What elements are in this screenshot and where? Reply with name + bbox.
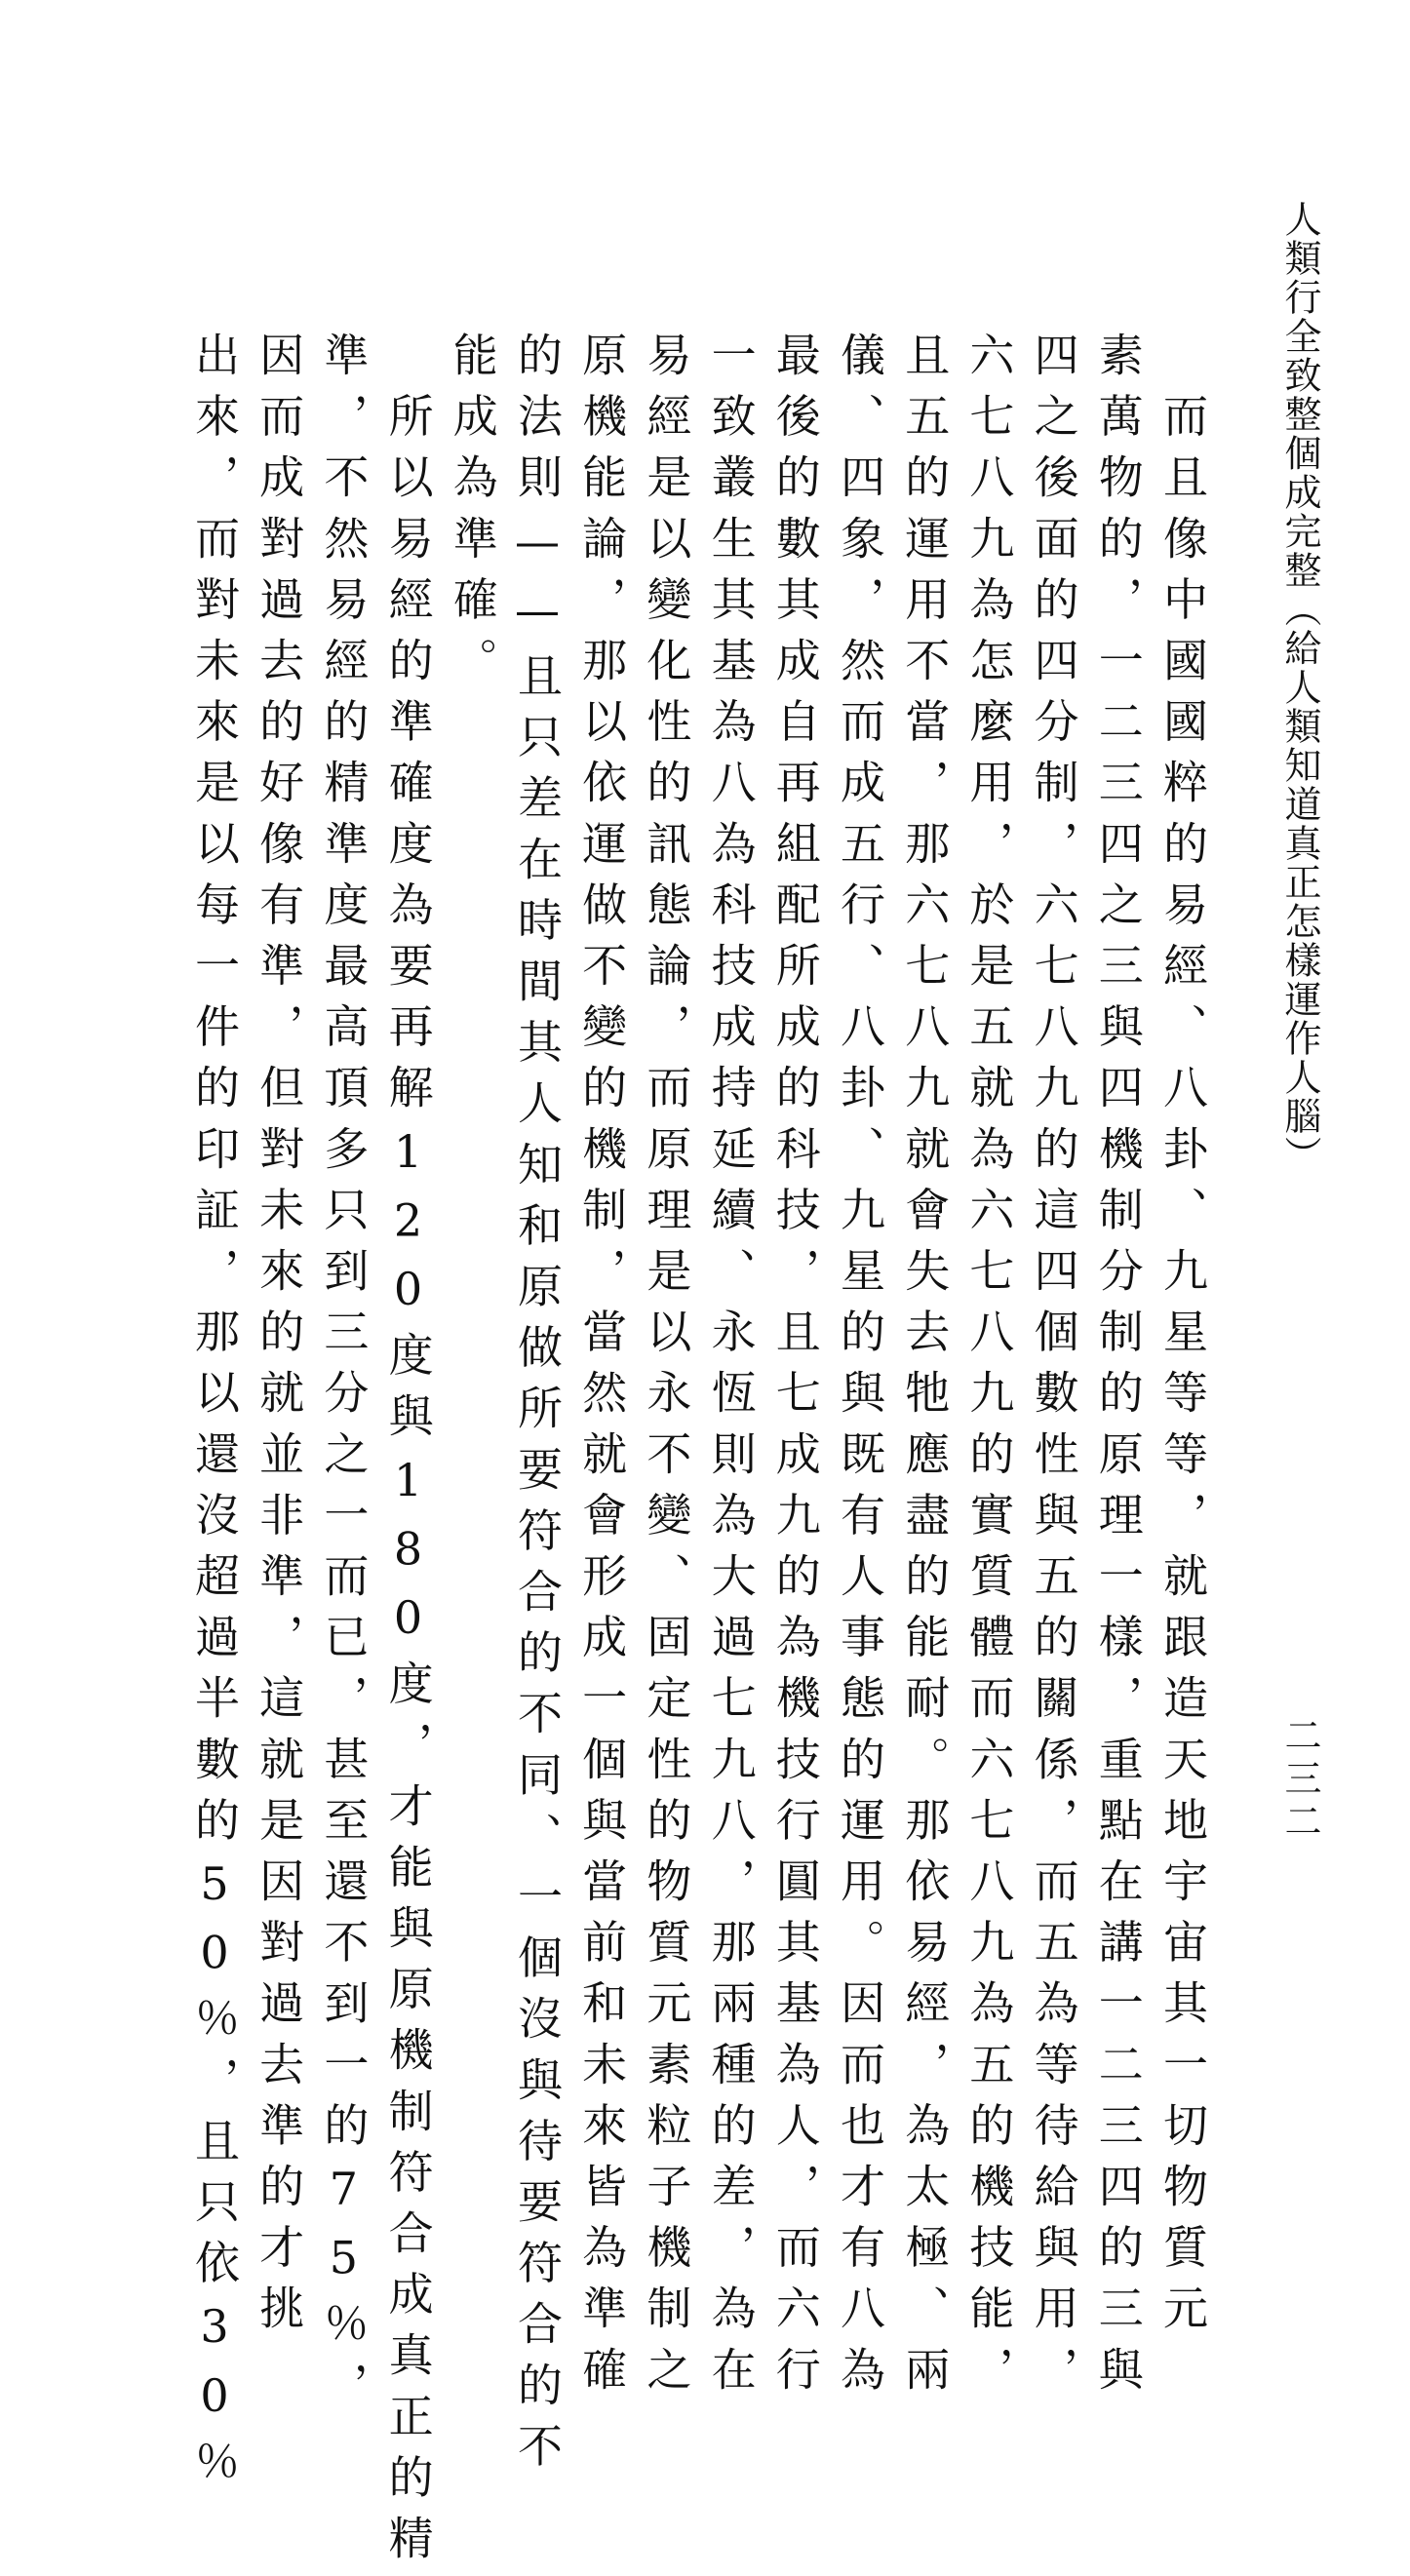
text-column: 出來，而對未來是以每一件的印証，那以還沒超過半數的50％，且只依30％	[187, 332, 241, 2499]
text-column: 的法則——且只差在時間其人知和原做所要符合的不同、一個沒與待要符合的不	[510, 332, 564, 2483]
text-column: 而且像中國國粹的易經、八卦、九星等等，就跟造天地宇宙其一切物質元	[1156, 332, 1209, 2346]
running-header-title: 人類行全致整個成完整（給人類知道真正怎樣運作人腦）	[1278, 200, 1321, 1175]
text-column: 素萬物的，一二三四之三與四機制分制的原理一樣，重點在講一二三四的三與	[1091, 332, 1145, 2407]
text-column: 且五的運用不當，那六七八九就會失去牠應盡的能耐。那依易經，為太極、兩	[898, 332, 952, 2407]
text-column: 一致叢生其基為八為科技成持延續、永恆則為大過七九八，那兩種的差，為在	[704, 332, 758, 2407]
text-column: 所以易經的準確度為要再解120度與180度，才能與原機制符合成真正的精	[381, 332, 435, 2576]
text-column: 六七八九為怎麼用，於是五就為六七八九的實質體而六七八九為五的機技能，	[962, 332, 1016, 2407]
text-column: 四之後面的四分制，六七八九的這四個數性與五的關係，而五為等待給與用，	[1027, 332, 1080, 2407]
text-column: 準，不然易經的精準度最高頂多只到三分之一而已，甚至還不到一的75％，	[317, 332, 371, 2423]
page-number: 二三二	[1278, 1716, 1321, 1845]
text-column: 儀、四象，然而成五行、八卦、九星的與既有人事態的運用。因而也才有八為	[833, 332, 886, 2407]
text-column: 原機能論，那以依運做不變的機制，當然就會形成一個與當前和未來皆為準確	[575, 332, 629, 2407]
text-column: 能成為準確。	[446, 332, 499, 698]
text-column: 因而成對過去的好像有準，但對未來的就並非準，這就是因對過去準的才挑	[253, 332, 306, 2346]
text-column: 最後的數其成自再組配所成的科技，且七成九的為機技行圓其基為人，而六行	[768, 332, 822, 2407]
text-column: 易經是以變化性的訊態論，而原理是以永不變、固定性的物質元素粒子機制之	[640, 332, 693, 2407]
body-text	[182, 332, 1215, 2576]
